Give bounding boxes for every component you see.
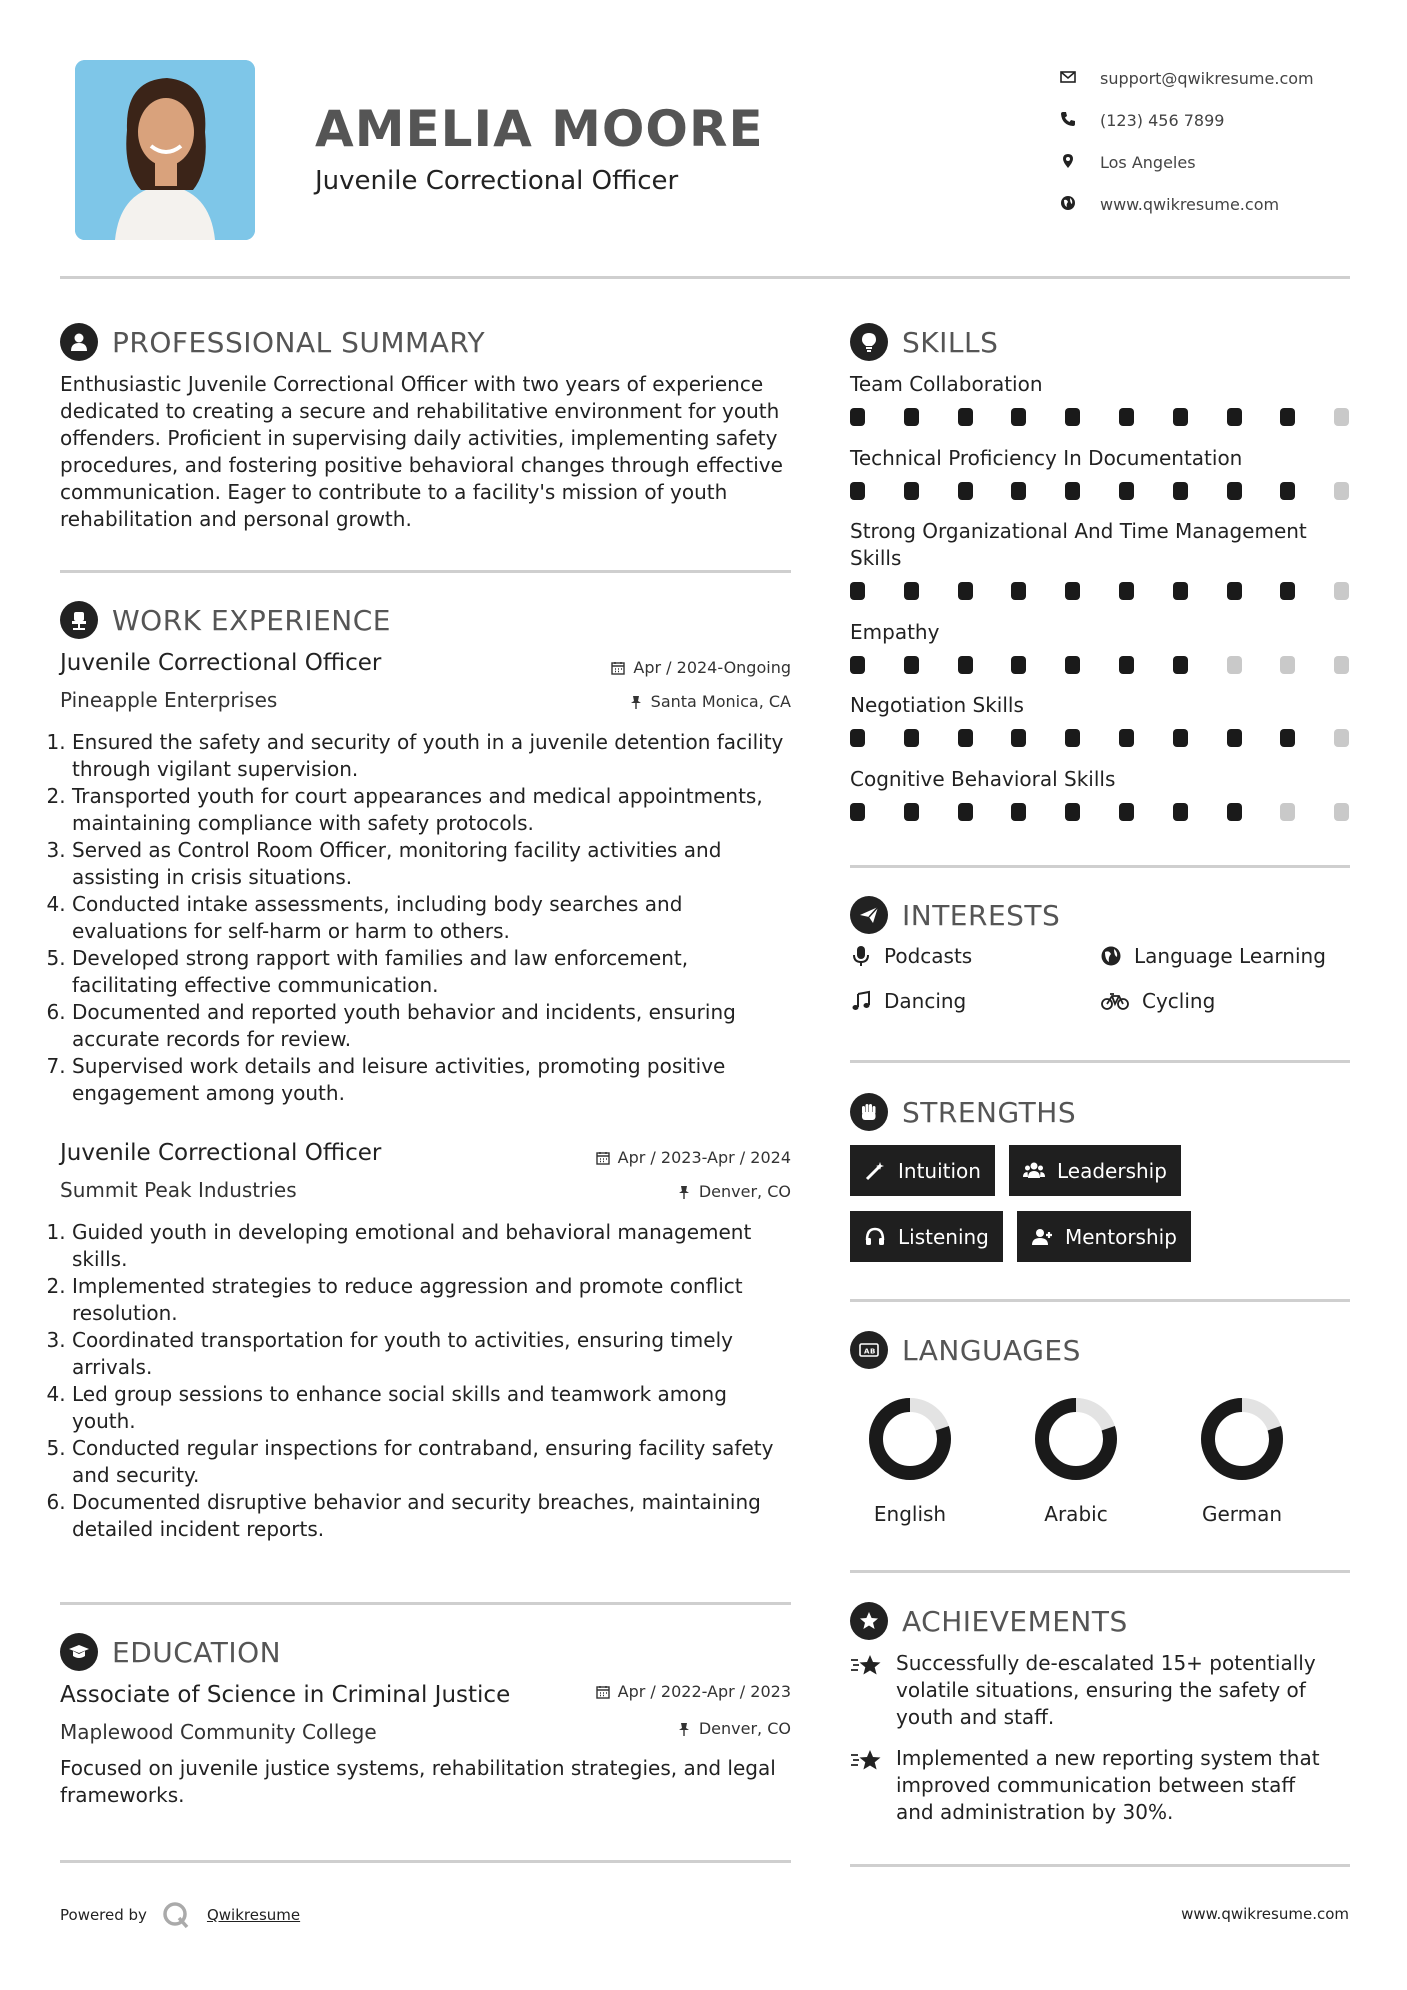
skill-dot-filled	[850, 408, 865, 426]
education-school: Maplewood Community College	[60, 1720, 377, 1744]
footer-powered-by	[60, 1900, 300, 1930]
list-item: 6. Documented and reported youth behavior and incidents, ensuring accurate records for review.	[72, 999, 794, 1053]
interest-podcasts	[850, 944, 972, 968]
job-2-date-text: Apr / 2023-Apr / 2024	[617, 1148, 791, 1167]
education-date-text: Apr / 2022-Apr / 2023	[617, 1682, 791, 1701]
summary-text: Enthusiastic Juvenile Correctional Officer with two years of experience dedicated to creating a secure and rehabilitative environment for youth offenders. Proficient in supervising daily activities, implementing safety procedures, and fostering positive behavioral changes through effective communication. Eager to contribute to a facility's mission of youth rehabilitation and personal growth.	[60, 372, 783, 531]
list-item: 7. Supervised work details and leisure activities, promoting positive engagement among youth.	[72, 1053, 794, 1107]
list-item: 1. Guided youth in developing emotional and behavioral management skills.	[72, 1219, 794, 1273]
interest-cycling	[1100, 989, 1215, 1013]
skill-dot-filled	[1065, 582, 1080, 600]
skill-dot-filled	[958, 582, 973, 600]
skill-dot-filled	[904, 408, 919, 426]
skill-dot-filled	[1011, 482, 1026, 500]
language-ring	[865, 1394, 955, 1484]
strength-badge	[850, 1211, 1003, 1262]
footer-url[interactable]: www.qwikresume.com	[1181, 1905, 1349, 1923]
skill-dot-filled	[1065, 408, 1080, 426]
pushpin-icon	[629, 695, 643, 709]
skill-dot-filled	[958, 482, 973, 500]
calendar-icon	[596, 1151, 610, 1165]
candidate-name: AMELIA MOORE	[315, 100, 764, 158]
job-2-location	[677, 1182, 791, 1201]
language-ring	[1197, 1394, 1287, 1484]
skill-dot-filled	[1119, 803, 1134, 821]
fist-icon	[850, 1093, 888, 1131]
qwikresume-link[interactable]: Qwikresume	[206, 1906, 301, 1924]
list-item: 2. Implemented strategies to reduce aggression and promote conflict resolution.	[72, 1273, 794, 1327]
skill-dot-empty	[1334, 582, 1349, 600]
education-degree: Associate of Science in Criminal Justice	[60, 1682, 511, 1708]
skill-name: Strong Organizational And Time Management Skills	[850, 519, 1307, 570]
contact-website[interactable]	[1060, 183, 1360, 225]
skill-dot-empty	[1280, 803, 1295, 821]
pushpin-icon	[677, 1185, 691, 1199]
language-label: Arabic	[1044, 1502, 1108, 1526]
skill-dot-filled	[1119, 482, 1134, 500]
contact-email-text: support@qwikresume.com	[1100, 68, 1314, 88]
language-label: German	[1201, 1502, 1283, 1526]
powered-by-text: Powered by	[60, 1906, 147, 1924]
skill-dot-filled	[1280, 582, 1295, 600]
list-item: 4. Conducted intake assessments, including body searches and evaluations for self-harm or harm to others.	[72, 891, 794, 945]
office-chair-icon	[60, 601, 98, 639]
skill-dot-empty	[1334, 408, 1349, 426]
education-description: Focused on juvenile justice systems, rehabilitation strategies, and legal frameworks.	[60, 1756, 776, 1807]
skill-dot-filled	[1119, 408, 1134, 426]
job-2-bullets	[54, 1219, 794, 1543]
skill-dot-filled	[1173, 482, 1188, 500]
job-1-title: Juvenile Correctional Officer	[60, 650, 382, 676]
skill-rating	[850, 408, 1350, 426]
education-divider	[60, 1860, 791, 1863]
strength-badge	[850, 1145, 995, 1196]
skill-dot-empty	[1334, 803, 1349, 821]
skill-name: Team Collaboration	[850, 372, 1043, 396]
education-date	[596, 1682, 791, 1701]
achievements-title: ACHIEVEMENTS	[902, 1604, 1128, 1638]
skill-name: Empathy	[850, 620, 940, 644]
list-item: 3. Coordinated transportation for youth to activities, ensuring timely arrivals.	[72, 1327, 794, 1381]
skill-dot-filled	[1227, 482, 1242, 500]
languages-title: LANGUAGES	[902, 1333, 1081, 1367]
achievements-divider	[850, 1864, 1350, 1867]
globe-icon	[1100, 945, 1122, 967]
microphone-icon	[850, 945, 872, 967]
skills-title: SKILLS	[902, 325, 999, 359]
skill-dot-empty	[1334, 656, 1349, 674]
summary-divider	[60, 570, 791, 573]
skill-dot-filled	[1173, 729, 1188, 747]
skill-rating	[850, 582, 1350, 600]
pushpin-icon	[677, 1722, 691, 1736]
job-2-company: Summit Peak Industries	[60, 1178, 297, 1202]
interest-label: Cycling	[1142, 989, 1216, 1013]
job-2-title: Juvenile Correctional Officer	[60, 1140, 382, 1166]
achievement-item	[850, 1745, 1336, 1826]
skill-dot-empty	[1280, 656, 1295, 674]
contact-location-text: Los Angeles	[1100, 152, 1196, 172]
users-icon	[1023, 1160, 1045, 1182]
strength-badge	[1009, 1145, 1181, 1196]
calendar-icon	[611, 661, 625, 675]
svg-text:A: A	[864, 1347, 870, 1356]
strength-label: Leadership	[1057, 1158, 1167, 1183]
skill-dot-filled	[1227, 582, 1242, 600]
strength-badge	[1017, 1211, 1191, 1262]
skill-dot-filled	[1119, 582, 1134, 600]
language-item	[1182, 1394, 1302, 1526]
user-icon	[60, 323, 98, 361]
skill-dot-filled	[1227, 729, 1242, 747]
skill-dot-filled	[904, 582, 919, 600]
skill-dot-filled	[1065, 656, 1080, 674]
skill-dot-filled	[1227, 803, 1242, 821]
job-2-date	[596, 1148, 791, 1167]
skill-dot-filled	[904, 482, 919, 500]
list-item: 3. Served as Control Room Officer, monitoring facility activities and assisting in crisis situations.	[72, 837, 794, 891]
skill-dot-filled	[1173, 582, 1188, 600]
skill-dot-filled	[1011, 582, 1026, 600]
work-divider	[60, 1602, 791, 1605]
summary-title: PROFESSIONAL SUMMARY	[112, 325, 486, 359]
skill-rating	[850, 656, 1350, 674]
candidate-title: Juvenile Correctional Officer	[315, 166, 679, 196]
list-item: 2. Transported youth for court appearances and medical appointments, maintaining compliance with safety protocols.	[72, 783, 794, 837]
skill-dot-filled	[850, 803, 865, 821]
star-icon	[850, 1652, 884, 1680]
language-label: English	[873, 1502, 947, 1526]
skill-rating	[850, 803, 1350, 821]
star-badge-icon	[850, 1602, 888, 1640]
star-icon	[850, 1747, 884, 1775]
language-item	[850, 1394, 970, 1526]
contact-phone-text: (123) 456 7899	[1100, 110, 1225, 130]
list-item: 5. Conducted regular inspections for contraband, ensuring facility safety and security.	[72, 1435, 794, 1489]
skill-dot-filled	[958, 408, 973, 426]
skill-dot-filled	[1280, 729, 1295, 747]
svg-text:B: B	[870, 1347, 876, 1356]
achievement-text: Implemented a new reporting system that improved communication between staff and administration by 30%.	[896, 1746, 1320, 1824]
skill-dot-filled	[850, 482, 865, 500]
achievement-item	[850, 1650, 1336, 1731]
skill-dot-filled	[850, 582, 865, 600]
contact-list	[1060, 57, 1360, 225]
education-location-text: Denver, CO	[698, 1719, 791, 1738]
interest-label: Dancing	[884, 989, 967, 1013]
job-1-date-text: Apr / 2024-Ongoing	[633, 658, 791, 677]
strengths-title: STRENGTHS	[902, 1095, 1077, 1129]
skills-heading	[850, 323, 998, 361]
list-item: 1. Ensured the safety and security of youth in a juvenile detention facility through vigilant supervision.	[72, 729, 794, 783]
interests-heading	[850, 896, 1060, 934]
skill-dot-filled	[1011, 729, 1026, 747]
skill-dot-filled	[1011, 408, 1026, 426]
skill-dot-filled	[1173, 656, 1188, 674]
skill-name: Cognitive Behavioral Skills	[850, 767, 1116, 791]
job-1-location-text: Santa Monica, CA	[650, 692, 791, 711]
skill-dot-empty	[1334, 729, 1349, 747]
user-plus-icon	[1031, 1226, 1053, 1248]
skill-name: Negotiation Skills	[850, 693, 1024, 717]
interest-label: Podcasts	[884, 944, 973, 968]
phone-icon	[1060, 111, 1078, 129]
skill-dot-filled	[958, 656, 973, 674]
skill-dot-filled	[1011, 656, 1026, 674]
contact-phone[interactable]	[1060, 99, 1360, 141]
skill-dot-filled	[1119, 656, 1134, 674]
skill-rating	[850, 729, 1350, 747]
job-1-company: Pineapple Enterprises	[60, 688, 278, 712]
globe-icon	[1060, 195, 1078, 213]
skill-dot-filled	[958, 803, 973, 821]
skill-dot-filled	[850, 729, 865, 747]
languages-divider	[850, 1570, 1350, 1573]
contact-email[interactable]	[1060, 57, 1360, 99]
skill-dot-filled	[1119, 729, 1134, 747]
strength-label: Intuition	[898, 1158, 981, 1183]
paper-plane-icon	[850, 896, 888, 934]
calendar-icon	[596, 1685, 610, 1699]
skill-dot-filled	[1173, 408, 1188, 426]
interest-language-learning	[1100, 944, 1326, 968]
job-1-date	[611, 658, 791, 677]
envelope-icon	[1060, 69, 1078, 87]
job-1-bullets	[54, 729, 794, 1107]
education-location	[677, 1719, 791, 1738]
education-heading	[60, 1633, 281, 1671]
map-pin-icon	[1060, 153, 1078, 171]
skill-dot-filled	[1227, 408, 1242, 426]
interests-divider	[850, 1060, 1350, 1063]
strength-label: Listening	[898, 1224, 989, 1249]
skill-rating	[850, 482, 1350, 500]
work-heading	[60, 601, 391, 639]
strengths-divider	[850, 1299, 1350, 1302]
profile-photo	[75, 60, 255, 240]
skill-dot-empty	[1334, 482, 1349, 500]
skills-divider	[850, 865, 1350, 868]
list-item: 4. Led group sessions to enhance social skills and teamwork among youth.	[72, 1381, 794, 1435]
strength-label: Mentorship	[1065, 1224, 1177, 1249]
skill-dot-filled	[1280, 482, 1295, 500]
skill-dot-filled	[1065, 803, 1080, 821]
language-ring	[1031, 1394, 1121, 1484]
strengths-heading	[850, 1093, 1076, 1131]
list-item: 5. Developed strong rapport with families and law enforcement, facilitating effective communication.	[72, 945, 794, 999]
job-1-location	[629, 692, 791, 711]
skill-dot-filled	[904, 803, 919, 821]
interest-label: Language Learning	[1134, 944, 1326, 968]
bicycle-icon	[1100, 990, 1130, 1012]
qwikresume-logo-icon	[161, 1900, 191, 1930]
list-item: 6. Documented disruptive behavior and security breaches, maintaining detailed incident reports.	[72, 1489, 794, 1543]
skill-dot-filled	[1011, 803, 1026, 821]
skill-dot-filled	[850, 656, 865, 674]
graduation-cap-icon	[60, 1633, 98, 1671]
skill-dot-empty	[1227, 656, 1242, 674]
skill-dot-filled	[904, 656, 919, 674]
interests-title: INTERESTS	[902, 898, 1061, 932]
summary-heading	[60, 323, 485, 361]
skill-dot-filled	[1065, 482, 1080, 500]
skill-dot-filled	[1173, 803, 1188, 821]
skill-name: Technical Proficiency In Documentation	[850, 446, 1243, 470]
language-icon	[850, 1331, 888, 1369]
achievement-text: Successfully de-escalated 15+ potentially volatile situations, ensuring the safety of youth and staff.	[896, 1651, 1316, 1729]
interest-dancing	[850, 989, 966, 1013]
headphones-icon	[864, 1226, 886, 1248]
contact-location	[1060, 141, 1360, 183]
music-note-icon	[850, 990, 872, 1012]
contact-website-text: www.qwikresume.com	[1100, 194, 1280, 214]
skill-dot-filled	[1280, 408, 1295, 426]
skill-dot-filled	[904, 729, 919, 747]
lightbulb-icon	[850, 323, 888, 361]
education-title: EDUCATION	[112, 1635, 282, 1669]
languages-heading	[850, 1331, 1081, 1369]
job-2-location-text: Denver, CO	[698, 1182, 791, 1201]
magic-wand-icon	[864, 1160, 886, 1182]
header-divider	[60, 276, 1350, 279]
skill-dot-filled	[958, 729, 973, 747]
language-item	[1016, 1394, 1136, 1526]
work-title: WORK EXPERIENCE	[112, 603, 391, 637]
achievements-heading	[850, 1602, 1128, 1640]
skill-dot-filled	[1065, 729, 1080, 747]
